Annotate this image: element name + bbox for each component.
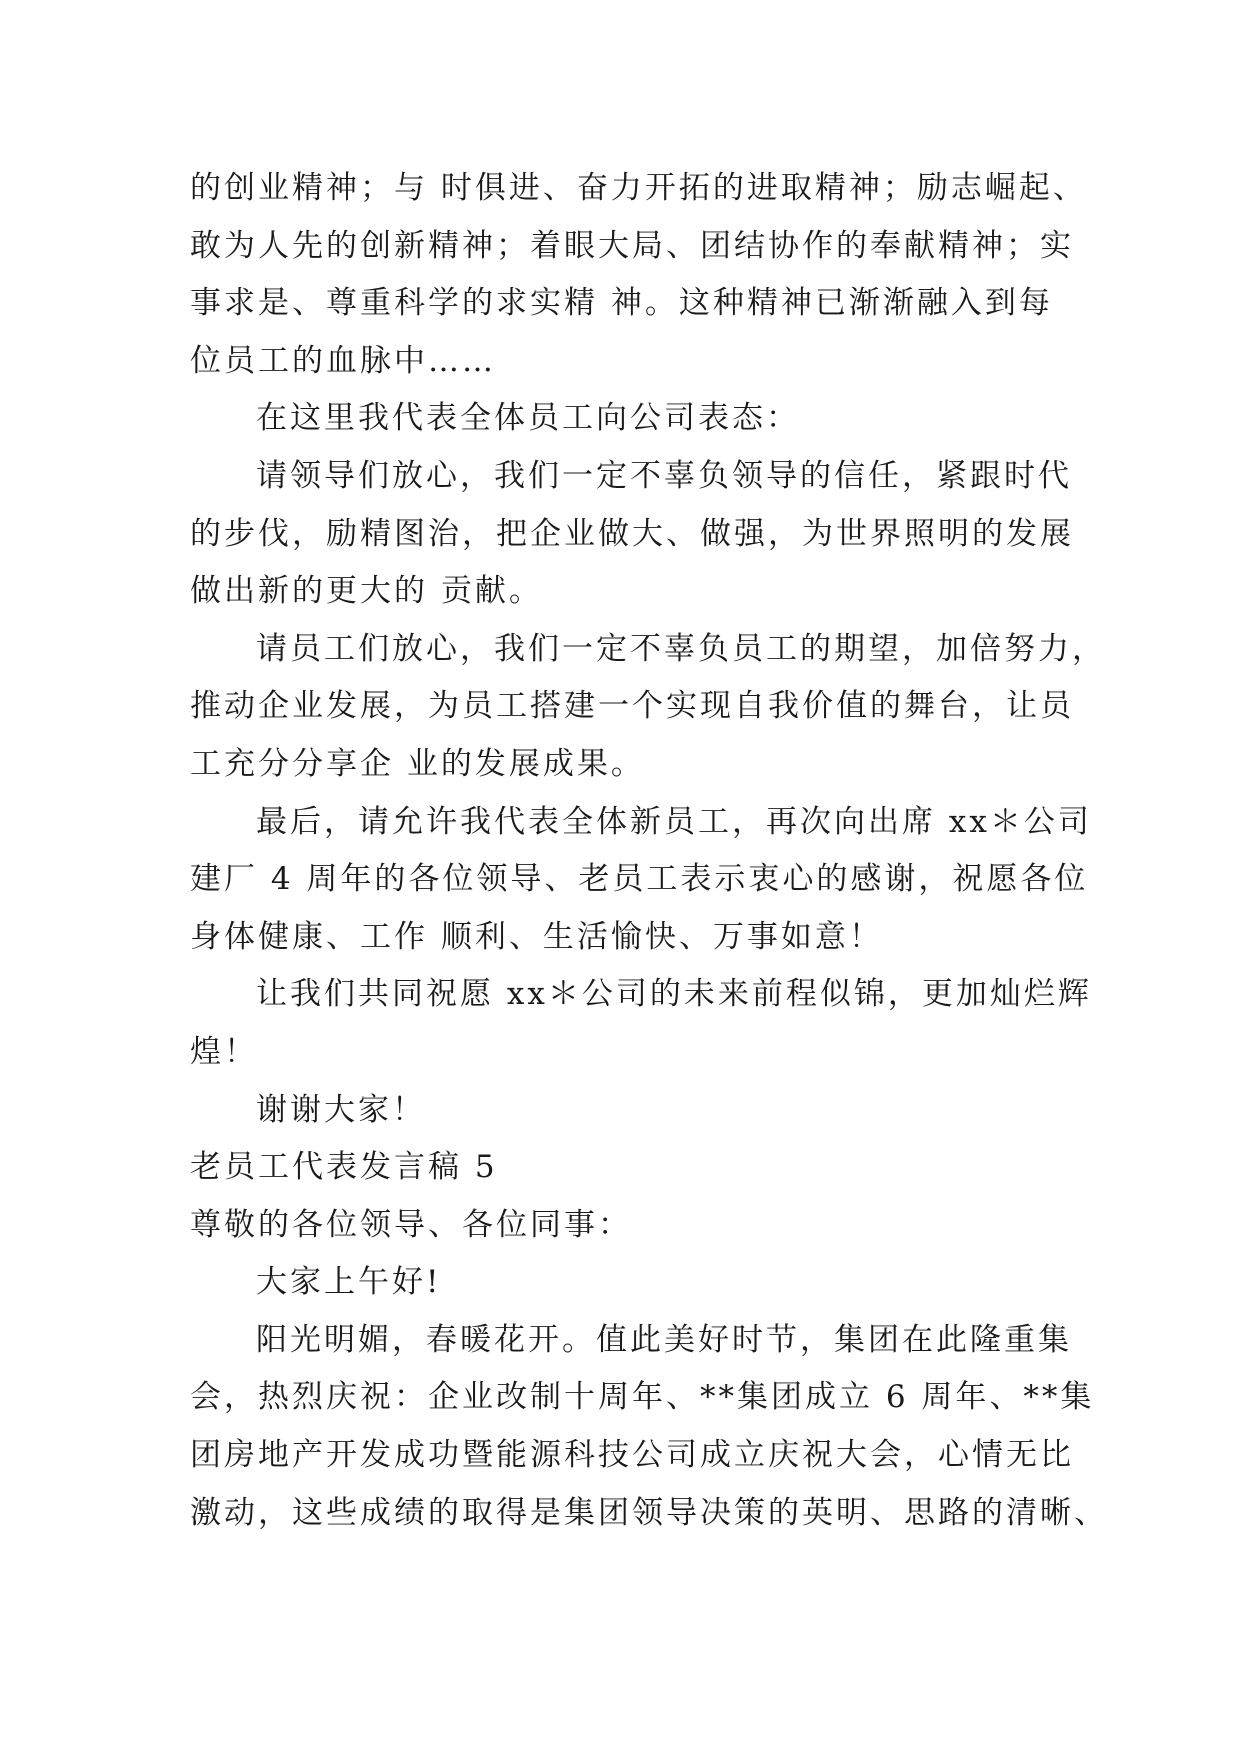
salutation: 尊敬的各位领导、各位同事： <box>190 1206 632 1243</box>
text-line: 在这里我代表全体员工向公司表态： <box>256 400 800 437</box>
text-line: 做出新的更大的 贡献。 <box>190 573 543 610</box>
text-line: 的创业精神；与 时俱进、奋力开拓的进取精神；励志崛起、 <box>190 170 1087 206</box>
text-line: 推动企业发展，为员工搭建一个实现自我价值的舞台，让员 <box>190 688 1074 725</box>
text-line: 大家上午好! <box>256 1264 442 1301</box>
text-line: 的步伐，励精图治，把企业做大、做强，为世界照明的发展 <box>190 515 1074 552</box>
text-line: 煌！ <box>190 1033 258 1070</box>
document-body <box>190 160 1108 1542</box>
text-line: 谢谢大家！ <box>256 1091 426 1128</box>
text-line: 会，热烈庆祝：企业改制十周年、**集团成立 6 周年、**集 <box>190 1379 1095 1416</box>
text-line: 最后，请允许我代表全体新员工，再次向出席 xx＊公司 <box>256 803 1092 840</box>
section-heading: 老员工代表发言稿 5 <box>190 1149 498 1186</box>
text-line: 请领导们放心，我们一定不辜负领导的信任，紧跟时代 <box>256 457 1072 494</box>
text-line: 敢为人先的创新精神；着眼大局、团结协作的奉献精神；实 <box>190 227 1074 264</box>
text-line: 请员工们放心，我们一定不辜负员工的期望，加倍努力， <box>256 630 1106 667</box>
text-line: 激动，这些成绩的取得是集团领导决策的英明、思路的清晰、 <box>190 1494 1108 1531</box>
text-line: 建厂 4 周年的各位领导、老员工表示衷心的感谢，祝愿各位 <box>190 861 1089 898</box>
text-line: 让我们共同祝愿 xx＊公司的未来前程似锦，更加灿烂辉 <box>256 976 1092 1013</box>
text-line: 位员工的血脉中…… <box>190 342 496 379</box>
text-line: 阳光明媚，春暖花开。值此美好时节，集团在此隆重集 <box>256 1321 1072 1358</box>
text-line: 事求是、尊重科学的求实精 神。这种精神已渐渐融入到每 <box>190 285 1053 322</box>
text-line: 身体健康、工作 顺利、生活愉快、万事如意！ <box>190 918 883 955</box>
text-line: 团房地产开发成功暨能源科技公司成立庆祝大会，心情无比 <box>190 1437 1074 1474</box>
text-line: 工充分分享企 业的发展成果。 <box>190 745 645 782</box>
